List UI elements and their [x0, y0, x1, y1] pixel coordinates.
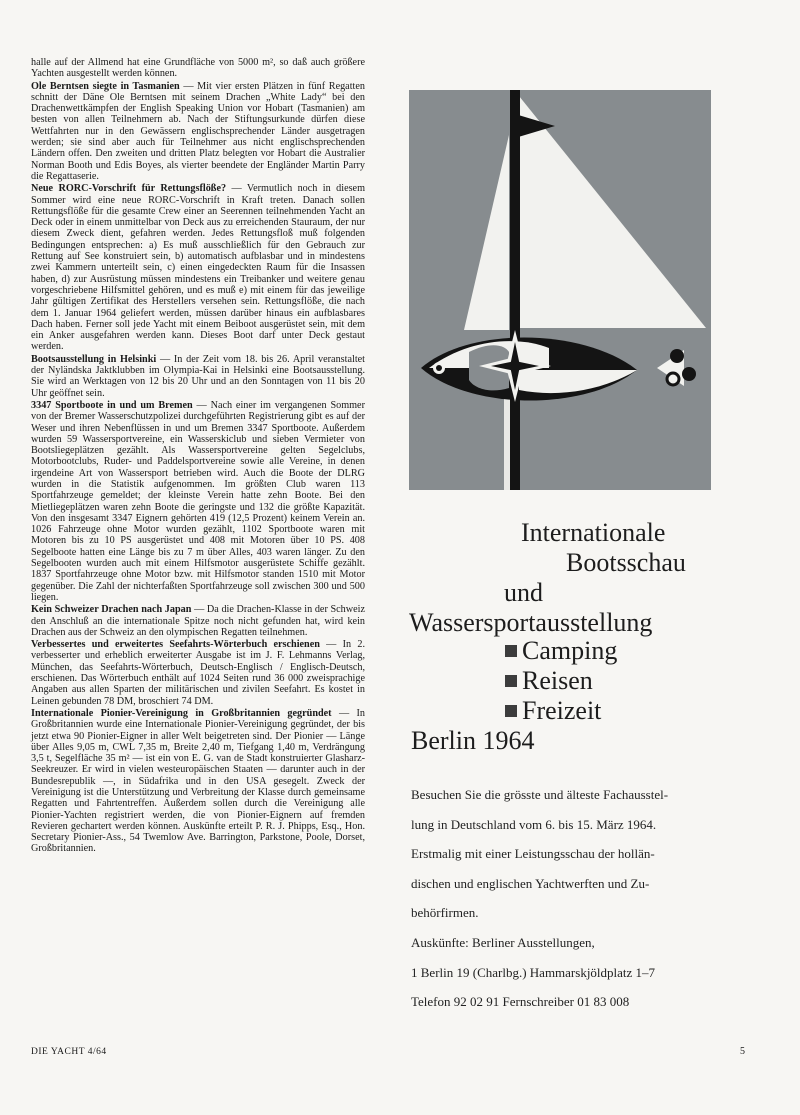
bullet-item: Reisen — [505, 666, 593, 696]
article-heading: Verbessertes und erweitertes Seefahrts-Wörterbuch erschienen — [31, 639, 320, 651]
magazine-footer: DIE YACHT 4/64 — [31, 1047, 107, 1057]
info-line: Erstmalig mit einer Leistungsschau der hollän- — [411, 846, 655, 862]
article-paragraph: Neue RORC-Vorschrift für Rettungsflöße? — Vermutlich noch in diesem Sommer wird eine neue RORC-Vorschrift in Kraft treten. Danach sollen Rettungsflöße für die gesamte Crew einer an Seerennen teilnehmenden Yacht an Deck oder in einem unmittelbar von Deck aus zu erreichenden Stauraum, der nur diesem Zweck dient, gefahren werden. Jedes Rettungsfloß muß folgenden Bedingungen entsprechen: a) Es muß ausschließlich für den Gebrauch zur Rettung auf See konstruiert sein, b) automatisch aufblasbar und in mindestens zwei Kammern unterteilt sein, c) einen eingedeckten Raum für die Insassen haben, d) zur Ausrüstung müssen mindestens ein Treibanker und weitere genau vorgeschriebene Hilfsmittel gehören, und es muß e) mit einem für das jeweilige Jahr gültigen Zertifikat des Herstellers versehen sein. Rettungsflöße, die nach dem 1. Januar 1964 geliefert werden, müssen darüber hinaus ein aufblasbares Dach haben. Ferner soll jede Yacht mit einem Beiboot ausgerüstet sein, mit dem ein Anker ausgefahren werden kann. Dieses Boot darf unter Deck gestaut werden. — [31, 183, 366, 353]
square-bullet-icon — [505, 675, 517, 687]
article-heading: Neue RORC-Vorschrift für Rettungsflöße? — [31, 183, 227, 195]
square-bullet-icon — [505, 645, 517, 657]
article-heading: Bootsausstellung in Helsinki — [31, 353, 157, 365]
info-line: lung in Deutschland vom 6. bis 15. März 1964. — [411, 816, 657, 832]
article-paragraph: 3347 Sportboote in und um Bremen — Nach einer im vergangenen Sommer von der Bremer Wasserschutzpolizei durchgeführten Registrierung gibt es auf der Weser und ihren Nebenflüssen in und um Bremen 3347 Sportboote. Außerdem wurden 59 Wassersportvereine, ein Wasserskiclub und sieben Vermieter von Bootsliegeplätzen gezählt. Als Wassersportvereine gelten Segelclubs, Motorbootclubs, Ruder- und Paddelsportvereine sowie alle Vereine, in denen irgendeine Art von Wassersport betrieben wird. Auch die Boote der DLRG wurden in die Statistik aufgenommen. Im größten Club waren 113 Sportfahrzeuge gemeldet; der kleinste Verein hatte zehn Boote. Bei den Mietliegeplätzen waren zehn Boote die geringste und 132 die größte Kapazität. Von den insgesamt 3347 Eignern gehörten 419 (12,5 Prozent) keinem Verein an. 1026 Fahrzeuge ohne Motor wurden gezählt, 1102 Sportboote waren mit Motoren bis zu 10 PS ausgerüstet und 408 mit Motoren über 10 PS. 408 Segelboote hatten eine Länge bis zu 7 m über Alles, 403 waren länger. Zu den Segelbooten wurden auch mit einem Hilfsmotor ausgerüstete Schiffe gezählt. 1837 Sportfahrzeuge ohne Motor bzw. mit Hilfsmotor standen 1510 mit Motor gegenüber. Die Zahl der nichterfaßten Sportfahrzeuge soll zwischen 300 und 500 liegen. — [31, 399, 365, 603]
title-line: Wassersportausstellung — [409, 608, 653, 637]
page-number: 5 — [740, 1046, 745, 1057]
exhibition-info — [411, 780, 741, 1017]
title-line: Internationale — [521, 518, 666, 547]
info-line: dischen und englischen Yachtwerften und Zu- — [411, 875, 650, 891]
info-line: Besuchen Sie die grösste und älteste Fachausstel- — [411, 787, 669, 802]
article-heading: Ole Berntsen siegte in Tasmanien — [31, 80, 180, 92]
article-paragraph: halle auf der Allmend hat eine Grundfläche von 5000 m², so daß auch größere Yachten ausgestellt werden können. — [31, 57, 365, 80]
article-paragraph: Verbessertes und erweitertes Seefahrts-Wörterbuch erschienen — In 2. verbesserter und erheblich erweiterter Ausgabe ist im J. F. Lehmanns Verlag, München, das Seefahrts-Wörterbuch, Deutsch-Englisch / Englisch-Deutsch, erschienen. Das Wörterbuch enthält auf 1024 Seiten rund 36 000 zweisprachige Angaben aus allen Sparten der militärischen und zivilen Seefahrt. Es kostet in Leinen gebunden 78 DM, broschiert 74 DM. — [31, 639, 365, 707]
article-heading: Internationale Pionier-Vereinigung in Großbritannien gegründet — [31, 707, 332, 719]
title-line: und — [504, 578, 543, 607]
sailboat-poster-illustration — [409, 90, 711, 490]
info-line: Telefon 92 02 91 Fernschreiber 01 83 008 — [411, 994, 630, 1010]
square-bullet-icon — [505, 705, 517, 717]
article-heading: Kein Schweizer Drachen nach Japan — [31, 604, 192, 616]
article-paragraph: Internationale Pionier-Vereinigung in Großbritannien gegründet — In Großbritannien wurde eine Internationale Pionier-Vereinigung gegründet, der bis jetzt etwa 90 Pionier-Eigner in aller Welt beigetreten sind. Der Pionier — Länge über Alles 9,05 m, CWL 7,35 m, Breite 2,40 m, Tiefgang 1,40 m, Verdrängung 3,5 t, Segelfläche 35 m² — ist ein von E. G. van de Stadt konstruierter Glasharz-Seekreuzer. Er wird in vielen westeuropäischen Staaten — darunter auch in der Bundesrepublik —, in Südafrika und in den USA gesegelt. Zweck der Vereinigung ist die Unterstützung und Verbreitung der Klasse durch gemeinsame Regatten und Fahrtentreffen. Außerdem sollen durch die Vereinigung alle Pionier-Yachten registriert werden, die von Pionier-Eignern auf fremden Revieren gechartert werden können. Auskünfte erteilt P. R. J. Phipps, Esq., Hon. Secretary Pionier-Ass., 54 Twemlow Ave. Barrington, Parkstone, Poole, Dorset, Großbritannien. — [31, 707, 365, 855]
article-paragraph: Kein Schweizer Drachen nach Japan — Da die Drachen-Klasse in der Schweiz den Anschluß an die internationale Spitze noch nicht gefunden hat, wird kein Drachen aus der Schweiz an den olympischen Regatten teilnehmen. — [31, 604, 366, 638]
info-line: 1 Berlin 19 (Charlbg.) Hammarskjöldplatz 1–7 — [411, 964, 656, 980]
article-column — [31, 57, 365, 856]
article-heading: 3347 Sportboote in und um Bremen — [31, 399, 193, 411]
title-line: Bootsschau — [566, 548, 686, 577]
info-line: behörfirmen. — [411, 905, 479, 921]
article-paragraph: Bootsausstellung in Helsinki — In der Zeit vom 18. bis 26. April veranstaltet der Nyländska Jaktklubben im Olympia-Kai in Helsinki eine Bootsausstellung. Sie wird an Werktagen von 12 bis 20 Uhr und an den Sonntagen von 11 bis 20 Uhr geöffnet sein. — [31, 353, 366, 399]
article-paragraph: Ole Berntsen siegte in Tasmanien — Mit vier ersten Plätzen in fünf Regatten schnitt der Däne Ole Berntsen mit seinem Drachen „White Lady“ bei den Drachenwettkämpfen der English Speaking Union vor Hobart (Tasmanien) am besten von allen Teilnehmern ab. Nach der Stiftungsurkunde dürfen diese Wettfahrten nur in den Gewässern englischsprechender Länder ausgetragen werden; sie sind aber auch für Teilnehmer aus nicht englischsprechenden Ländern offen. Den zweiten und dritten Platz belegten vor Hobart die Australier Norman Booth und Edis Boyes, als vierter beendete der Engländer Martin Parry die Regattaserie. — [31, 80, 365, 182]
info-line: Auskünfte: Berliner Ausstellungen, — [411, 934, 595, 950]
city-year: Berlin 1964 — [411, 726, 535, 755]
bullet-item: Camping — [505, 636, 617, 666]
sailboat-icon — [409, 90, 711, 490]
bullet-item: Freizeit — [505, 696, 601, 726]
